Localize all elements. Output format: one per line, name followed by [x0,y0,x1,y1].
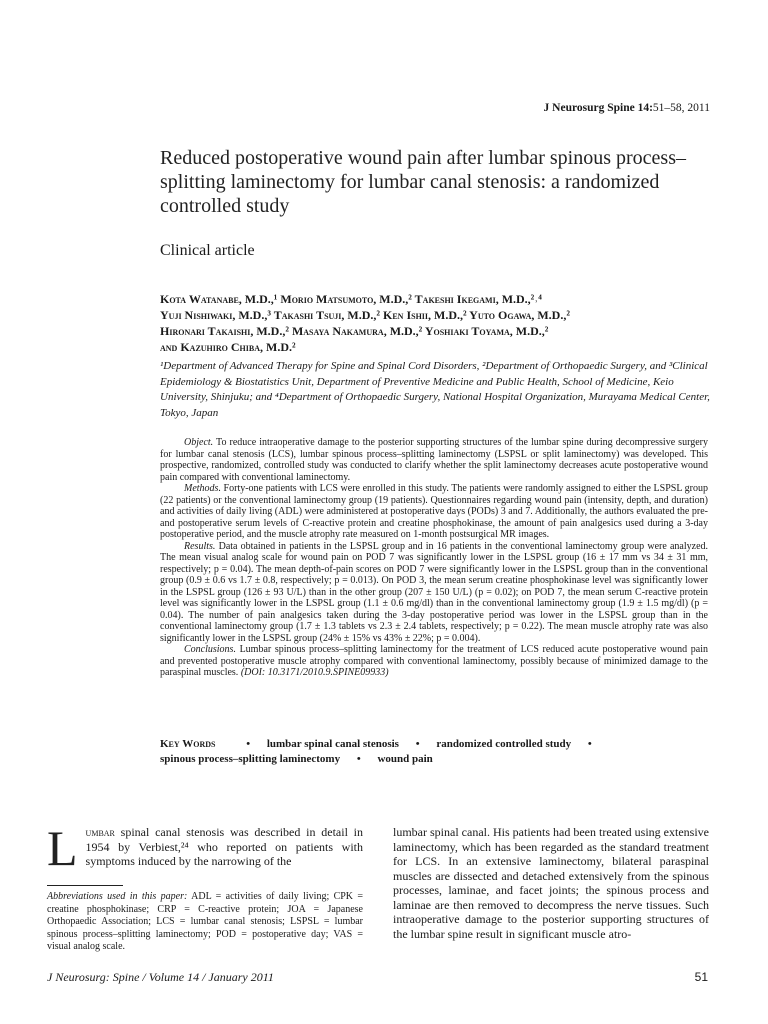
footnote-text: ADL = activities of daily living; CPK = creatine phosphokinase; CRP = C-reactive protein; JOA = Japanese Orthopaedic Association; LCS = lumbar canal stenosis; LSPSL = lumbar spinous process–splitting laminectomy; POD = postoperative day; VAS = visual analog scale. [47,891,364,952]
body-column-left [47,820,364,876]
keywords [160,737,720,767]
abstract-methods-label: Methods. [184,483,221,494]
abstract-results-text: Data obtained in patients in the LSPSL group and in 16 patients in the conventional laminectomy group were analyzed. The mean visual analog scale for wound pain on POD 7 was significantly lower in the LSPSL group (16 ± 17 mm vs 34 ± 31 mm, respectively; p = 0.04). The mean depth-of-pain scores on POD 7 were significantly lower in the LSPSL group than in the conventional group (0.9 ± 0.6 vs 1.7 ± 0.8, respectively; p = 0.013). On POD 3, the mean serum creatine phosphokinase level was significantly lower in the LSPSL group (126 ± 93 U/L) than in the other group (207 ± 150 U/L) (p = 0.02); on POD 7, the mean serum C-reactive protein level was significantly lower in the LSPSL group (1.1 ± 0.6 mg/dl) than in the conventional laminectomy group (1.9 ± 1.5 mg/dl) (p = 0.04). The number of pain analgesics taken during the 3-day postoperative period was lower in the LSPSL group than in the conventional laminectomy group (1.7 ± 1.3 tablets vs 2.3 ± 2.4 tablets, respectively; p = 0.22). The mean muscle atrophy rate was also significantly lower in the LSPSL group (24% ± 15% vs 43% ± 22%; p = 0.004). [160,540,709,644]
keyword: spinous process–splitting laminectomy [160,753,341,765]
journal-pages: 51–58, 2011 [652,102,710,114]
abstract-methods-text: Forty-one patients with LCS were enrolled in this study. The patients were randomly assigned to either the LSPSL group (22 patients) or the conventional laminectomy group (19 patients). Questionnaires regarding wound pain (intensity, depth, and duration) and activities of daily living (ADL) were administered at postoperative days (PODs) 3 and 7. Additionally, the authors evaluated the pre- and postoperative serum levels of C-reactive protein and creatine phosphokinase, the amount of pain analgesics used during a 3-day postoperative period, and the muscle atrophy rate measured on 1-month postsurgical MR images. [160,483,708,540]
drop-cap: L [47,820,78,876]
keyword: lumbar spinal canal stenosis [266,738,399,750]
footnote [47,891,363,954]
author-line: Yuji Nishiwaki, M.D.,³ Takashi Tsuji, M.D.,² Ken Ishii, M.D.,² Yuto Ogawa, M.D.,² [160,308,570,322]
body-text-left: spinal canal stenosis was described in detail in 1954 by Verbiest,²⁴ who reported on patients with symptoms induced by the narrowing of the [85,825,364,868]
keyword: wound pain [377,753,433,765]
body-text-right: lumbar spinal canal. His patients had been treated using extensive laminectomy, which has been regarded as the standard treatment for LCS. In an extensive laminectomy, bilateral paraspinal muscles are dissected and detached extensively from the spinous processes, laminae, and facet joints; the spinous process and laminae are then removed to decompress the nerve tissues. Such intraoperative damage to the posterior supporting structures of the lumbar spine result in significant muscle atro- [393,825,709,941]
abstract-object-label: Object. [184,437,214,448]
lead-word: umbar [85,825,115,839]
affiliations: ¹Department of Advanced Therapy for Spine and Spinal Cord Disorders, ²Department of Orthopaedic Surgery, and ³Clinical Epidemiology & Biostatistics Unit, Department of Preventive Medicine and Public Health, School of Medicine, Keio University, Shinjuku; and ⁴Department of Orthopaedic Surgery, National Hospital Organization, Murayama Medical Center, Tokyo, Japan [160,360,710,419]
abstract-conclusions-text: Lumbar spinous process–splitting laminectomy for the treatment of LCS reduced acute postoperative wound pain and prevented postoperative muscle atrophy compared with conventional laminectomy, possibly because of minimized damage to the paraspinal muscles. [160,644,708,678]
body-column-right [393,825,709,941]
author-line: Hironari Takaishi, M.D.,² Masaya Nakamura, M.D.,² Yoshiaki Toyama, M.D.,² [160,324,549,338]
footnote-rule [47,885,123,886]
article-category: Clinical article [160,242,255,259]
keywords-line-1 [160,737,720,752]
page-number: 51 [694,970,708,984]
abstract-object [160,437,708,483]
bullet-separator: • [246,738,251,750]
author-line: Kota Watanabe, M.D.,¹ Morio Matsumoto, M.D.,² Takeshi Ikegami, M.D.,²˒⁴ [160,292,542,306]
footnote-label: Abbreviations used in this paper: [47,891,188,902]
abstract-results [160,541,708,645]
keyword: randomized controlled study [436,738,572,750]
abstract [160,437,708,679]
bullet-separator: • [356,753,361,765]
abstract-object-text: To reduce intraoperative damage to the posterior supporting structures of the lumbar spine during decompressive surgery for lumbar canal stenosis (LCS), lumbar spinous process–splitting laminectomy (LSPSL or split laminectomy) was developed. This prospective, randomized, controlled study was conducted to clarify whether the split laminectomy decreases acute postoperative wound pain compared with conventional laminectomy. [160,437,708,483]
keywords-label: Key Words [160,738,216,750]
running-footer: J Neurosurg: Spine / Volume 14 / January 2011 [47,970,274,984]
keywords-line-2 [160,752,720,767]
abstract-methods [160,483,708,541]
author-line: and Kazuhiro Chiba, M.D.² [160,340,296,354]
bullet-separator: • [587,738,592,750]
author-list [160,291,730,355]
journal-volume: 14: [637,102,653,114]
abstract-conclusions [160,644,708,679]
abstract-conclusions-label: Conclusions. [184,644,236,655]
journal-name: J Neurosurg Spine [543,102,635,114]
journal-citation [420,102,710,114]
doi-link[interactable]: (DOI: 10.3171/2010.9.SPINE09933) [240,667,389,678]
bullet-separator: • [415,738,420,750]
article-title: Reduced postoperative wound pain after lumbar spinous process–splitting laminectomy for lumbar canal stenosis: a randomized controlled study [160,147,686,217]
abstract-results-label: Results. [184,540,216,552]
